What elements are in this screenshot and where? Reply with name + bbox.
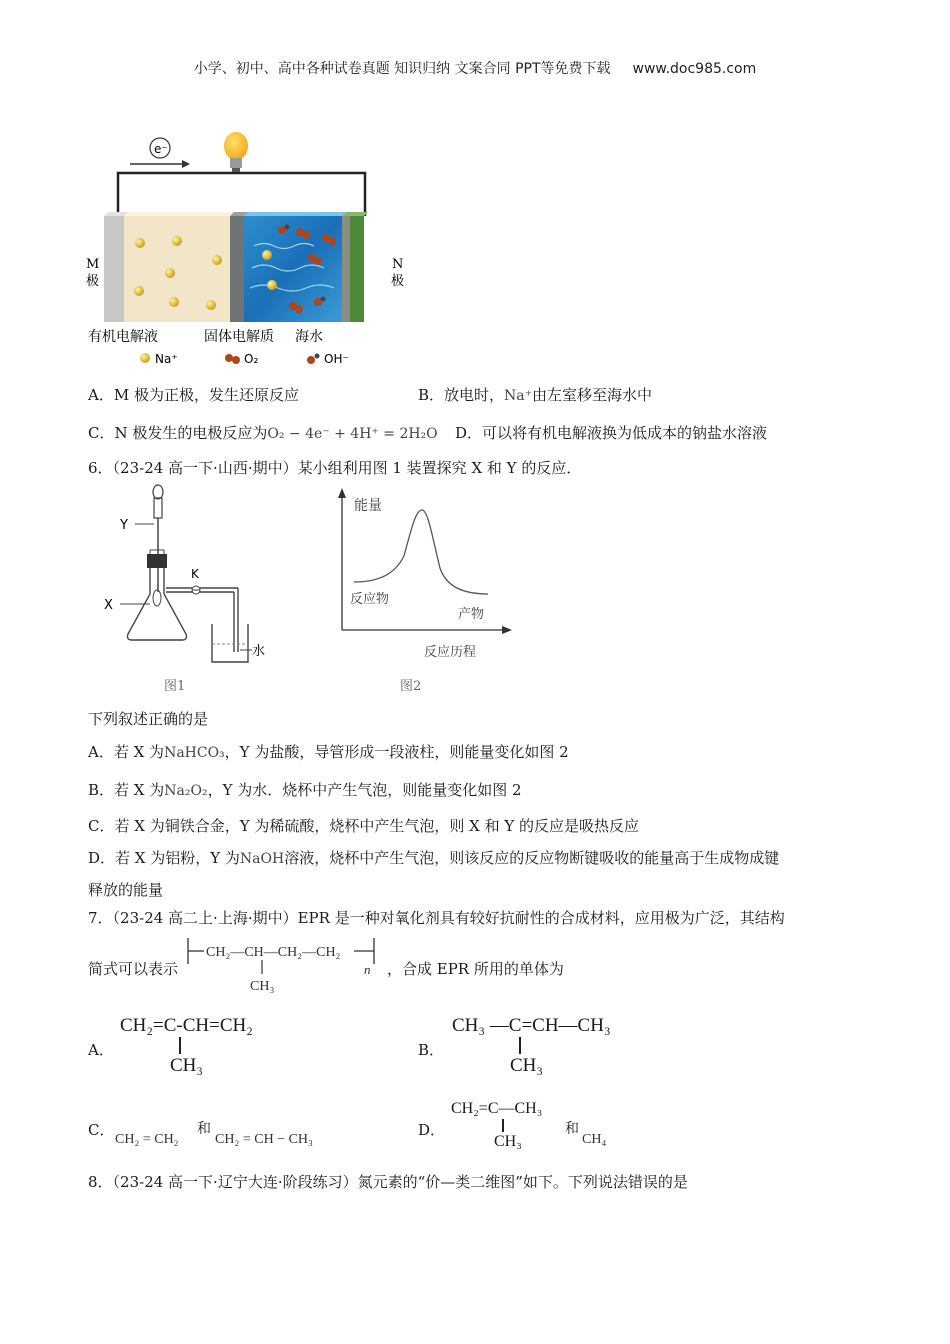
svg-text:极: 极 [86,274,100,289]
fig1-label-y: Y [120,518,128,533]
m-electrode [104,216,124,322]
n-electrode-label: N [392,257,404,272]
energy-curve [354,510,488,594]
q7-option-d-letter[interactable]: D． [418,1121,446,1139]
battery-diagram [82,128,422,370]
fig2-xlabel: 反应历程 [424,645,477,660]
q7-option-a-main: CH₂=C-CH=CH₂ [120,1015,253,1036]
q7-option-d-he: 和 [565,1121,579,1137]
q5-option-d[interactable]: D．可以将有机电解液换为低成本的钠盐水溶液 [455,424,768,442]
q7-d-bond [502,1119,504,1132]
q6-option-c[interactable]: C．若 X 为铜铁合金，Y 为稀硫酸，烧杯中产生气泡，则 X 和 Y 的反应是吸热反应 [88,817,640,835]
fig2-caption: 图2 [400,679,422,694]
na-legend-icon [140,353,150,363]
poly-n: n [364,962,371,977]
q7-option-a-branch: CH₃ [170,1055,204,1076]
q7-option-c-part1: CH₂ = CH₂ [115,1132,179,1147]
circuit-wire [118,173,365,216]
q7-option-b-letter[interactable]: B． [418,1041,445,1059]
oh-legend-icon [315,354,320,359]
solid-label: 固体电解质 [204,329,274,345]
q7-stem-line1: 7．（23-24 高二上·上海·期中）EPR 是一种对氧化剂具有较好抗耐性的合成材料，应用极为广泛，其结构 [88,909,785,927]
poly-branch: CH₃ [250,979,275,994]
solid-electrolyte [230,216,244,322]
q7-option-a-letter[interactable]: A． [88,1041,114,1059]
header-text: 小学、初中、高中各种试卷真题 知识归纳 文案合同 PPT等免费下载 [193,61,611,77]
stopper [147,554,167,568]
q5-option-c[interactable]: C．N 极发生的电极反应为O₂ − 4e⁻ + 4H⁺ = 2H₂O [88,424,438,442]
figure-2-energy-diagram [336,486,516,696]
epr-structure-formula [184,934,384,994]
beaker [212,624,248,662]
q7-b-bond [519,1037,521,1054]
fig1-label-x: X [104,598,113,613]
q7-option-b-branch: CH₃ [510,1055,544,1076]
fig2-product: 产物 [458,607,485,622]
fig2-ylabel: 能量 [354,498,382,514]
q6-lead: 下列叙述正确的是 [88,710,209,728]
arrow-right-icon [182,160,190,168]
q7-option-c-part2: CH₂ = CH − CH₃ [215,1132,313,1147]
o2-legend-icon [232,356,240,364]
q6-option-d[interactable]: D．若 X 为铝粉，Y 为NaOH溶液，烧杯中产生气泡，则该反应的反应物断键吸收的能量高于生成物成键 [88,849,780,867]
sea-label: 海水 [295,329,323,345]
q6-stem: 6．（23-24 高一下·山西·期中）某小组利用图 1 装置探究 X 和 Y 的反应． [88,459,582,477]
legend-o2: O₂ [244,352,259,366]
poly-main: CH₂—CH—CH₂—CH₂ [206,945,341,960]
m-electrode-label: M [86,257,100,272]
q7-option-d-main: CH₂=C—CH₃ [451,1100,543,1117]
q8-stem: 8．（23-24 高一下·辽宁大连·阶段练习）氮元素的“价—类二维图”如下。下列说法错误的是 [88,1173,688,1191]
q7-stem-line2-post: ，合成 EPR 所用的单体为 [387,960,564,978]
q5-option-b[interactable]: B．放电时，Na⁺由左室移至海水中 [418,386,653,404]
q7-stem-line2-pre: 简式可以表示 [88,960,179,978]
figure-1-apparatus [100,484,280,694]
fig1-label-k: K [191,567,199,581]
q7-option-d-branch: CH₃ [494,1133,522,1150]
legend-na: Na⁺ [155,352,178,366]
header-url[interactable]: www.doc985.com [632,61,757,77]
page-header [0,58,950,78]
lightbulb-icon [224,132,248,160]
q7-a-bond [179,1037,181,1054]
q7-option-d-part2: CH₄ [582,1132,607,1147]
n-electrode [350,216,364,322]
q6-option-b[interactable]: B．若 X 为Na₂O₂，Y 为水．烧杯中产生气泡，则能量变化如图 2 [88,781,522,799]
fig1-label-water: 水 [252,644,266,659]
q7-option-b-main: CH₃ —C=CH—CH₃ [452,1015,611,1036]
organic-label: 有机电解液 [88,329,158,345]
fig2-reactant: 反应物 [350,592,390,607]
q6-option-a[interactable]: A．若 X 为NaHCO₃，Y 为盐酸，导管形成一段液柱，则能量变化如图 2 [88,743,569,761]
electron-label: e⁻ [154,142,168,156]
svg-text:极: 极 [391,274,405,289]
q7-option-c-he: 和 [197,1121,211,1137]
q7-option-c-letter[interactable]: C． [88,1121,115,1139]
q5-option-a[interactable]: A．M 极为正极，发生还原反应 [88,386,299,404]
legend-oh: OH⁻ [324,352,349,366]
q6-option-d-cont: 释放的能量 [88,881,164,899]
fig1-caption: 图1 [164,679,186,694]
